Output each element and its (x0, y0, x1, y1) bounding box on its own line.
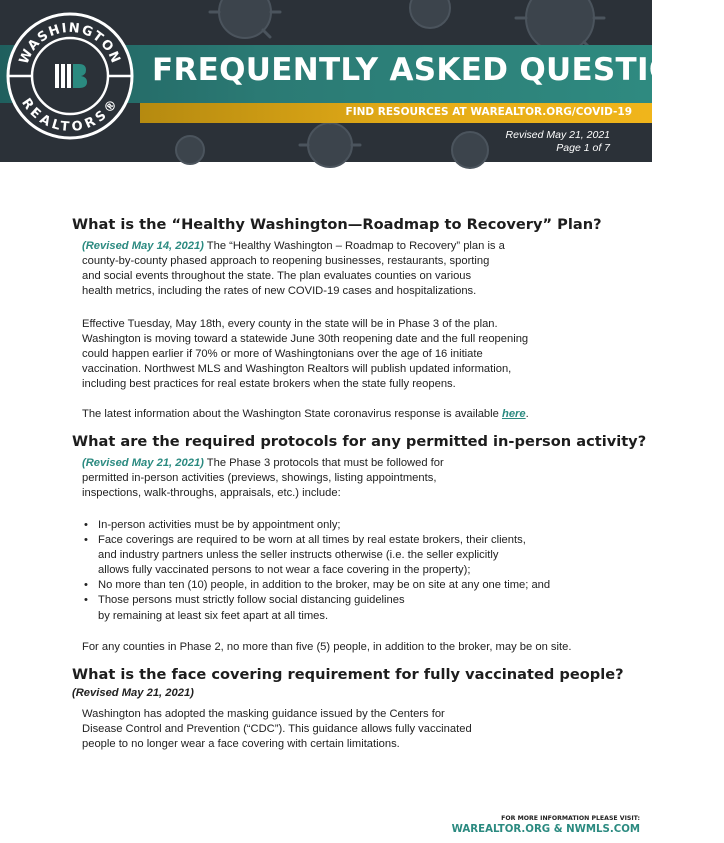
question-in-person-protocols: What are the required protocols for any permitted in-person activity? (72, 433, 647, 450)
answer-paragraph: The latest information about the Washington State coronavirus response is available here. (82, 408, 529, 420)
bullet-icon: • (84, 519, 88, 531)
answer-paragraph: For any counties in Phase 2, no more than five (5) people, in addition to the broker, may be on site. (82, 641, 572, 653)
page-title: FREQUENTLY ASKED QUESTIONS (152, 52, 724, 88)
revised-note: (Revised May 14, 2021) (82, 240, 204, 252)
list-item: • No more than ten (10) people, in addition to the broker, may be on site at any one time; and (84, 578, 550, 593)
list-item: • Those persons must strictly follow social distancing guidelines by remaining at least six feet apart at all times. (84, 594, 405, 622)
logo-text-top: WASHINGTON (16, 20, 124, 67)
revised-note: (Revised May 21, 2021) (82, 457, 204, 469)
answer-paragraph: Washington has adopted the masking guidance issued by the Centers for Disease Control and Prevention (“CDC”). This guidance allows fully vaccinated people to no longer wear a face covering with certain limitations. (82, 708, 472, 751)
page-header (0, 0, 724, 162)
question-healthy-washington: What is the “Healthy Washington—Roadmap to Recovery” Plan? (72, 216, 602, 233)
list-item: • Face coverings are required to be worn at all times by real estate brokers, their clients, and industry partners unless the seller instructs otherwise (i.e. the seller explicitly allows fully vaccinated persons to not wear a face covering in the property); (84, 534, 526, 577)
revised-date: Revised May 21, 2021 (505, 129, 610, 141)
page-number: Page 1 of 7 (556, 142, 610, 154)
bullet-icon: • (84, 534, 88, 547)
revised-note: (Revised May 21, 2021) (72, 687, 194, 699)
footer-info-label: FOR MORE INFORMATION PLEASE VISIT: (501, 815, 640, 822)
coronavirus-info-link[interactable]: here (501, 408, 526, 420)
answer-paragraph: (Revised May 14, 2021) The “Healthy Washington – Roadmap to Recovery” plan is a county-by-county phased approach to reopening businesses, restaurants, sporting and social events throughout the state. The plan evaluates counties on various health metrics, including the rates of new COVID-19 cases and hospitalizations. (82, 240, 505, 298)
washington-realtors-logo (6, 12, 134, 140)
logo-text-bottom: REALTORS® (18, 95, 122, 136)
list-item: • In-person activities must be by appointment only; (84, 518, 550, 533)
footer-links[interactable]: WAREALTOR.ORG & NWMLS.COM (451, 824, 640, 835)
answer-paragraph: (Revised May 21, 2021) The Phase 3 protocols that must be followed for permitted in-person activities (previews, showings, listing appointments, inspections, walk-throughs, appraisals, etc.) include: (82, 457, 444, 500)
resources-link[interactable]: FIND RESOURCES AT WAREALTOR.ORG/COVID-19 (345, 106, 632, 118)
bullet-icon: • (84, 594, 88, 607)
protocol-list (84, 518, 550, 624)
bullet-icon: • (84, 579, 88, 592)
answer-paragraph: Effective Tuesday, May 18th, every county in the state will be in Phase 3 of the plan. Washington is moving toward a statewide June 30th reopening date and the full reopening could happen earlier if 70% or more of Washingtonians over the age of 16 initiate vaccination. Northwest MLS and Washington Realtors will publish updated information, including best practices for real estate brokers when the state fully reopens. (82, 318, 529, 391)
question-face-covering: What is the face covering requirement for fully vaccinated people? (72, 666, 624, 683)
